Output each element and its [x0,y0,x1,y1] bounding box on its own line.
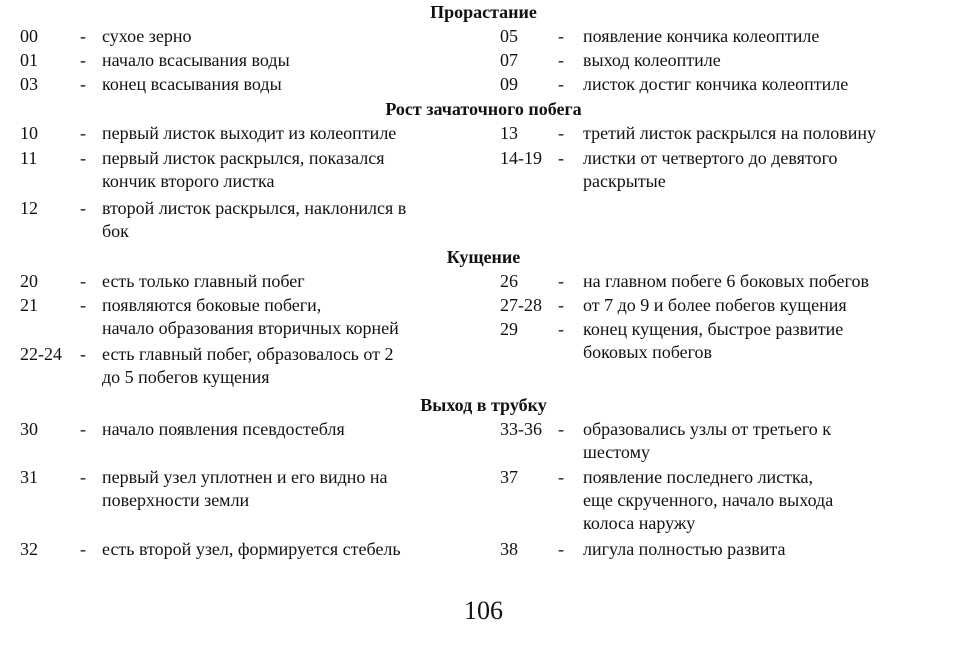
stage-entry [490,294,938,317]
stage-entry [490,49,938,72]
stage-dash: - [80,271,86,291]
section-title: Кущение [446,247,521,267]
stage-entry [490,122,938,145]
stage-entry [0,25,470,48]
stage-description [583,318,938,364]
stage-code: 14-19 [500,148,542,168]
stage-code: 31 [20,467,38,487]
stage-description [102,25,470,48]
stage-description [102,73,470,96]
stage-code: 00 [20,26,38,46]
stage-description-line: первый листок раскрылся, показался [102,148,385,168]
section-title: Выход в трубку [420,395,547,415]
stage-description-line: выход колеоптиле [583,50,721,70]
stage-description [102,538,470,561]
stage-description [583,418,938,464]
stage-code: 11 [20,148,38,168]
stage-entry [0,197,470,243]
stage-description-line: боковых побегов [583,342,713,362]
section-title: Рост зачаточного побега [385,99,582,119]
stage-dash: - [80,26,86,46]
stage-description [583,294,938,317]
stage-entry [0,270,470,293]
stage-code: 12 [20,198,38,218]
stage-description [583,73,938,96]
stage-code: 26 [500,271,518,291]
stage-description-line: от 7 до 9 и более побегов кущения [583,295,847,315]
stage-description-line: раскрытые [583,171,666,191]
stage-entry [0,294,470,340]
stage-code: 20 [20,271,38,291]
stage-description-line: появление кончика колеоптиле [583,26,820,46]
stage-description [102,197,470,243]
stage-dash: - [80,467,86,487]
stage-description-line: начало появления псевдостебля [102,419,345,439]
stage-description [583,147,938,193]
stage-dash: - [80,50,86,70]
stage-description-line: конец всасывания воды [102,74,282,94]
stage-dash: - [558,295,564,315]
stage-description [102,294,470,340]
stage-dash: - [80,539,86,559]
stage-description [102,466,470,512]
stage-dash: - [80,344,86,364]
stage-dash: - [80,148,86,168]
stage-entry [490,466,938,535]
stage-description-line: второй листок раскрылся, наклонился в [102,198,407,218]
stage-description [583,270,938,293]
stage-entry [0,343,470,389]
stage-code: 33-36 [500,419,542,439]
stage-code: 05 [500,26,518,46]
stage-description-line: поверхности земли [102,490,250,510]
stage-description-line: шестому [583,442,650,462]
stage-entry [0,73,470,96]
stage-entry [0,122,470,145]
stage-description-line: появление последнего листка, [583,467,814,487]
stage-description [583,49,938,72]
stage-code: 22-24 [20,344,62,364]
stage-entry [490,318,938,364]
stage-dash: - [558,74,564,94]
stage-dash: - [558,319,564,339]
stage-dash: - [558,467,564,487]
stage-code: 10 [20,123,38,143]
stage-description-line: первый узел уплотнен и его видно на [102,467,388,487]
stage-description-line: начало всасывания воды [102,50,290,70]
stage-entry [0,147,470,193]
stage-dash: - [80,198,86,218]
stage-dash: - [80,123,86,143]
stage-description [583,25,938,48]
stage-dash: - [558,419,564,439]
stage-code: 13 [500,123,518,143]
stage-code: 27-28 [500,295,542,315]
stage-description [583,538,938,561]
stage-description-line: на главном побеге 6 боковых побегов [583,271,869,291]
stage-entry [490,25,938,48]
stage-description [102,270,470,293]
stage-description-line: есть главный побег, образовалось от 2 [102,344,394,364]
stage-description [102,147,470,193]
stage-description [102,343,470,389]
section-title: Прорастание [430,2,537,22]
stage-code: 30 [20,419,38,439]
stage-dash: - [558,539,564,559]
stage-description [102,122,470,145]
stage-code: 29 [500,319,518,339]
stage-code: 38 [500,539,518,559]
stage-description-line: листки от четвертого до девятого [583,148,838,168]
stage-code: 03 [20,74,38,94]
stage-entry [0,49,470,72]
stage-description-line: есть только главный побег [102,271,305,291]
stage-entry [0,538,470,561]
page-number: 106 [464,596,503,625]
stage-entry [490,270,938,293]
stage-entry [490,147,938,193]
stage-description-line: еще скрученного, начало выхода [583,490,834,510]
stage-description [102,418,470,441]
stage-description-line: первый листок выходит из колеоптиле [102,123,397,143]
stage-description-line: до 5 побегов кущения [102,367,270,387]
stage-description [583,122,938,145]
stage-code: 01 [20,50,38,70]
stage-dash: - [558,148,564,168]
stage-description-line: кончик второго листка [102,171,275,191]
stage-entry [0,466,470,512]
stage-code: 09 [500,74,518,94]
stage-entry [490,538,938,561]
stage-description-line: третий листок раскрылся на половину [583,123,877,143]
stage-description-line: появляются боковые побеги, [102,295,322,315]
stage-description-line: начало образования вторичных корней [102,318,399,338]
stage-entry [490,418,938,464]
stage-dash: - [558,50,564,70]
stage-description-line: конец кущения, быстрое развитие [583,319,844,339]
stage-dash: - [80,74,86,94]
stage-description-line: лигула полностью развита [583,539,786,559]
stage-dash: - [558,123,564,143]
stage-code: 37 [500,467,518,487]
stage-dash: - [80,419,86,439]
stage-dash: - [80,295,86,315]
stage-description-line: колоса наружу [583,513,696,533]
stage-entry [0,418,470,441]
stage-description [102,49,470,72]
stage-code: 32 [20,539,38,559]
stage-description [583,466,938,535]
stage-description-line: сухое зерно [102,26,192,46]
stage-entry [490,73,938,96]
stage-code: 21 [20,295,38,315]
stage-dash: - [558,271,564,291]
stage-description-line: есть второй узел, формируется стебель [102,539,401,559]
stage-dash: - [558,26,564,46]
stage-description-line: образовались узлы от третьего к [583,419,832,439]
stage-description-line: листок достиг кончика колеоптиле [583,74,849,94]
stage-description-line: бок [102,221,129,241]
stage-code: 07 [500,50,518,70]
